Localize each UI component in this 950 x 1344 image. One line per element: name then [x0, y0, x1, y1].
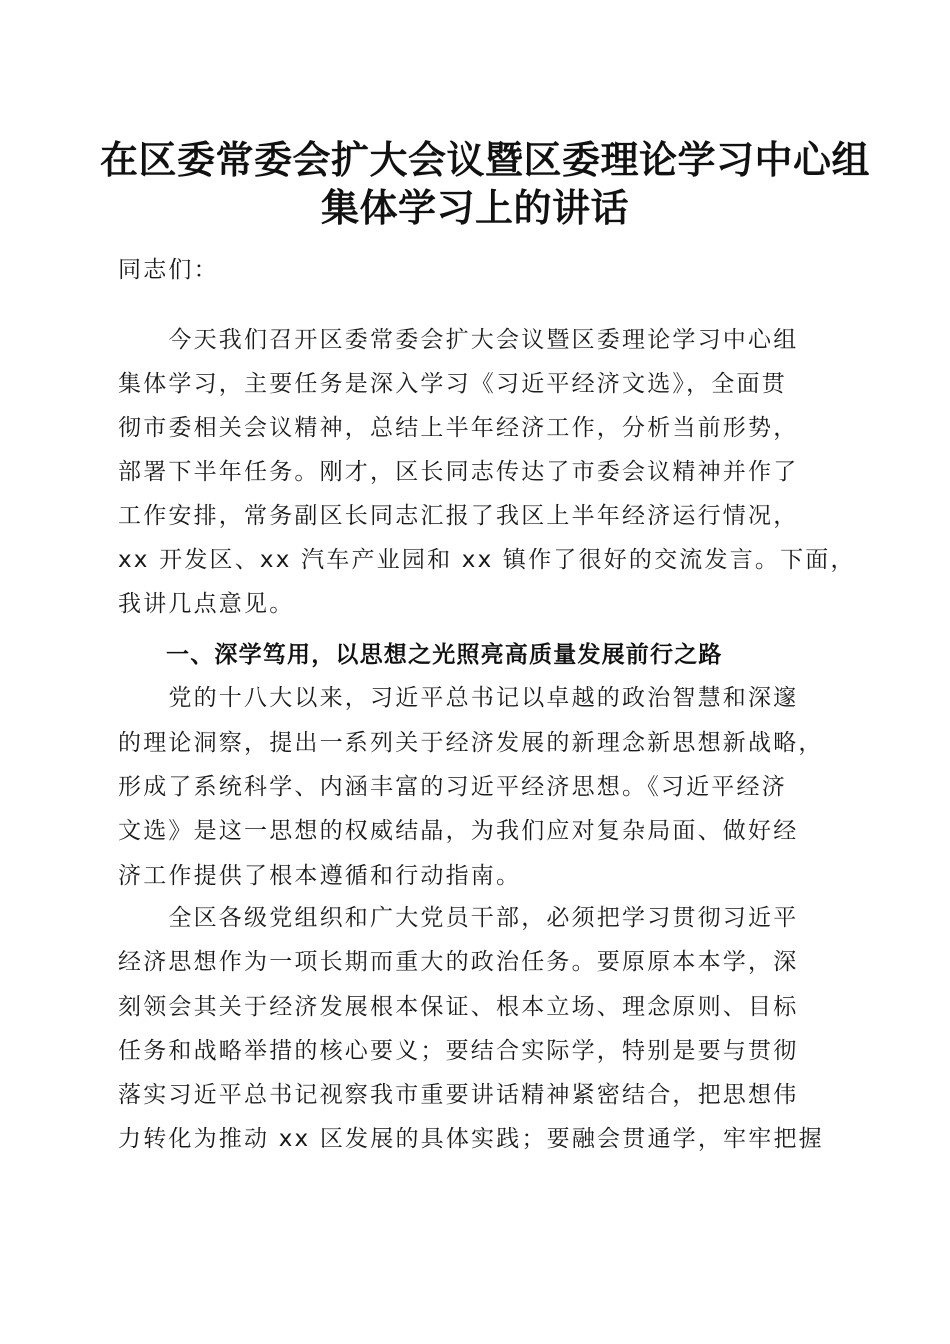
paragraph-line: 今天我们召开区委常委会扩大会议暨区委理论学习中心组: [118, 327, 799, 353]
paragraph-line: 全区各级党组织和广大党员干部，必须把学习贯彻习近平: [118, 905, 799, 931]
paragraph-line: xx 开发区、xx 汽车产业园和 xx 镇作了很好的交流发言。下面，: [118, 547, 856, 573]
paragraph-line: 经济思想作为一项长期而重大的政治任务。要原原本本学，深: [118, 949, 799, 975]
paragraph-line: 彻市委相关会议精神，总结上半年经济工作，分析当前形势，: [118, 415, 799, 441]
paragraph-line: 我讲几点意见。: [118, 591, 295, 617]
paragraph-line: 的理论洞察，提出一系列关于经济发展的新理念新思想新战略，: [118, 730, 824, 756]
section-heading: 一、深学笃用，以思想之光照亮高质量发展前行之路: [166, 642, 723, 668]
paragraph-line: 文选》是这一思想的权威结晶，为我们应对复杂局面、做好经: [118, 818, 799, 844]
paragraph-line: 落实习近平总书记视察我市重要讲话精神紧密结合，把思想伟: [118, 1082, 799, 1108]
paragraph-line: 党的十八大以来，习近平总书记以卓越的政治智慧和深邃: [118, 685, 799, 711]
paragraph-line: 工作安排，常务副区长同志汇报了我区上半年经济运行情况，: [118, 503, 799, 529]
paragraph-line: 形成了系统科学、内涵丰富的习近平经济思想。《习近平经济: [118, 774, 787, 800]
paragraph-line: 任务和战略举措的核心要义；要结合实际学，特别是要与贯彻: [118, 1038, 799, 1064]
document-title-line-2: 集体学习上的讲话: [320, 185, 629, 230]
paragraph-line: 刻领会其关于经济发展根本保证、根本立场、理念原则、目标: [118, 994, 799, 1020]
paragraph-line: 力转化为推动 xx 区发展的具体实践；要融会贯通学，牢牢把握: [118, 1126, 824, 1152]
paragraph-line: 济工作提供了根本遵循和行动指南。: [118, 863, 522, 889]
paragraph-line: 集体学习，主要任务是深入学习《习近平经济文选》，全面贯: [118, 371, 787, 397]
document-title-line-1: 在区委常委会扩大会议暨区委理论学习中心组: [100, 137, 871, 182]
paragraph-line: 部署下半年任务。刚才，区长同志传达了市委会议精神并作了: [118, 459, 799, 485]
salutation: 同志们：: [118, 257, 219, 283]
